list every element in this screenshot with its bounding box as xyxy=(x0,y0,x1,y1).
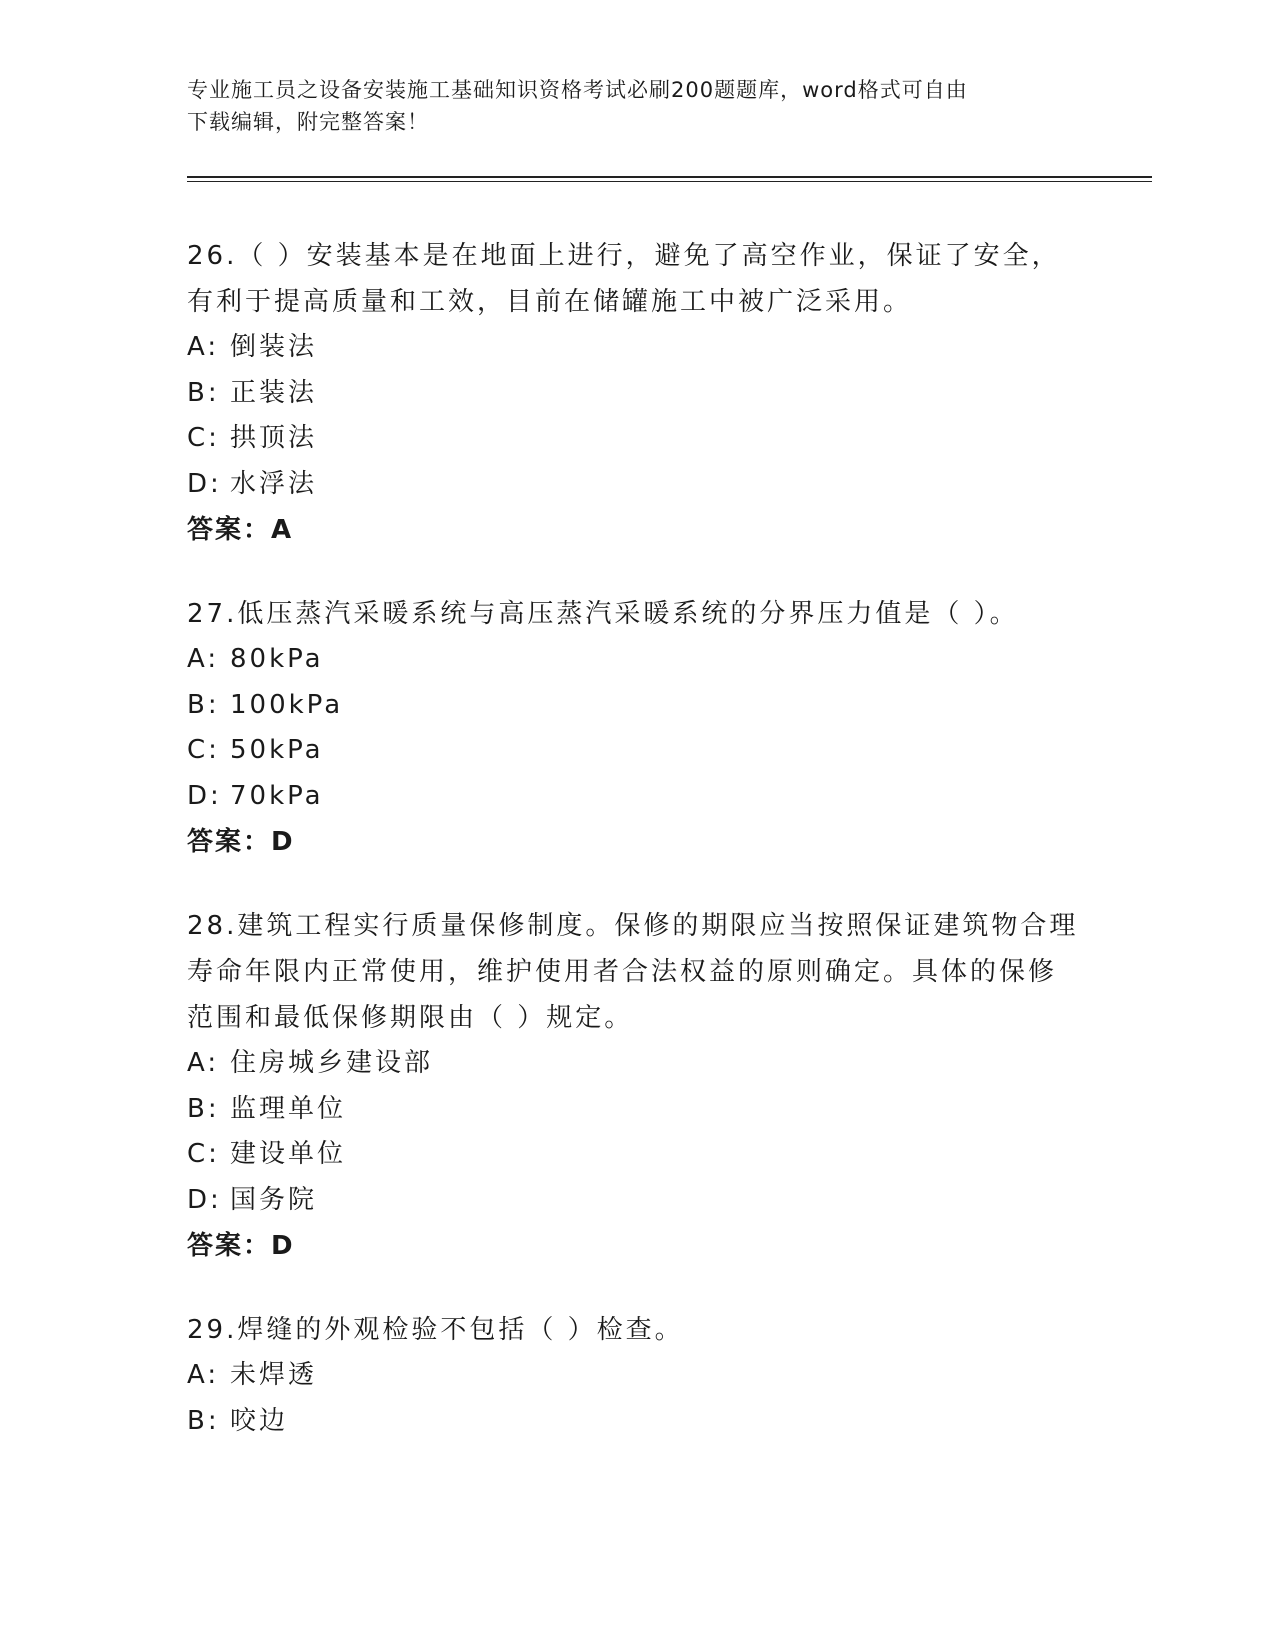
question-text: 焊缝的外观检验不包括（ ）检查。 xyxy=(237,1315,684,1345)
option-text: 水浮法 xyxy=(230,468,318,499)
option-text: 拱顶法 xyxy=(230,423,318,453)
option-text: 50kPa xyxy=(230,735,324,765)
header-line-1: 专业施工员之设备安装施工基础知识资格考试必刷200题题库，word格式可自由 xyxy=(187,78,968,102)
document-header xyxy=(187,74,1087,138)
question-block xyxy=(187,1307,1087,1444)
option-key: C: xyxy=(187,735,220,765)
question-stem xyxy=(187,233,1087,279)
question-stem-continued xyxy=(187,949,1087,995)
header-divider-thick xyxy=(187,176,1152,178)
option-key: D: xyxy=(187,1184,222,1215)
option-text: 正装法 xyxy=(230,377,318,408)
question-stem-continued xyxy=(187,279,1087,325)
question-number: 27. xyxy=(187,599,238,629)
option-text: 未焊透 xyxy=(230,1360,318,1390)
answer-option xyxy=(187,325,1087,371)
option-key: D: xyxy=(187,780,222,811)
question-block xyxy=(187,903,1087,1269)
option-key: D: xyxy=(187,468,222,499)
option-key: B: xyxy=(187,1093,220,1124)
question-stem xyxy=(187,1307,1087,1353)
option-key: B: xyxy=(187,1405,220,1436)
question-stem xyxy=(187,591,1087,637)
answer-option xyxy=(187,1041,1087,1087)
question-stem-continued xyxy=(187,995,1087,1041)
question-text: 范围和最低保修期限由（ ）规定。 xyxy=(187,1003,634,1033)
option-text: 国务院 xyxy=(230,1184,318,1215)
header-line-2: 下载编辑，附完整答案！ xyxy=(187,110,429,134)
option-text: 80kPa xyxy=(230,644,324,674)
option-text: 倒装法 xyxy=(230,332,318,362)
answer-option xyxy=(187,462,1087,508)
option-text: 建设单位 xyxy=(230,1139,347,1169)
option-text: 住房城乡建设部 xyxy=(230,1048,434,1078)
option-key: C: xyxy=(187,1139,220,1169)
answer-option xyxy=(187,728,1087,774)
question-number: 29. xyxy=(187,1315,238,1345)
question-number: 26. xyxy=(187,241,238,271)
option-key: A: xyxy=(187,1048,220,1078)
option-text: 70kPa xyxy=(230,780,324,811)
answer-option xyxy=(187,416,1087,462)
answer-line: 答案：D xyxy=(187,827,295,857)
option-key: C: xyxy=(187,423,220,453)
answer-option xyxy=(187,774,1087,820)
answer-option xyxy=(187,1178,1087,1224)
answer-option xyxy=(187,637,1087,683)
answer-line: 答案：D xyxy=(187,1231,295,1261)
option-text: 咬边 xyxy=(230,1405,289,1436)
question-stem xyxy=(187,903,1087,949)
answer-line: 答案：A xyxy=(187,515,294,545)
option-key: A: xyxy=(187,332,220,362)
option-key: A: xyxy=(187,644,220,674)
question-text: 寿命年限内正常使用，维护使用者合法权益的原则确定。具体的保修 xyxy=(187,957,1058,987)
question-text: 建筑工程实行质量保修制度。保修的期限应当按照保证建筑物合理 xyxy=(237,911,1079,941)
option-text: 100kPa xyxy=(230,689,344,720)
question-block xyxy=(187,591,1087,865)
question-text: （ ）安装基本是在地面上进行，避免了高空作业，保证了安全， xyxy=(237,241,1061,271)
question-number: 28. xyxy=(187,911,238,941)
option-key: B: xyxy=(187,377,220,408)
question-block xyxy=(187,233,1087,553)
option-key: A: xyxy=(187,1360,220,1390)
question-text: 低压蒸汽采暖系统与高压蒸汽采暖系统的分界压力值是（ ）。 xyxy=(237,599,1019,629)
answer-option xyxy=(187,1353,1087,1399)
option-text: 监理单位 xyxy=(230,1093,347,1124)
answer-option xyxy=(187,1399,1087,1445)
answer-option xyxy=(187,1087,1087,1133)
question-list xyxy=(187,233,1087,1482)
answer-option xyxy=(187,1132,1087,1178)
answer-option xyxy=(187,371,1087,417)
option-key: B: xyxy=(187,689,220,720)
question-text: 有利于提高质量和工效，目前在储罐施工中被广泛采用。 xyxy=(187,287,913,317)
header-divider-thin xyxy=(187,181,1152,182)
answer-option xyxy=(187,683,1087,729)
